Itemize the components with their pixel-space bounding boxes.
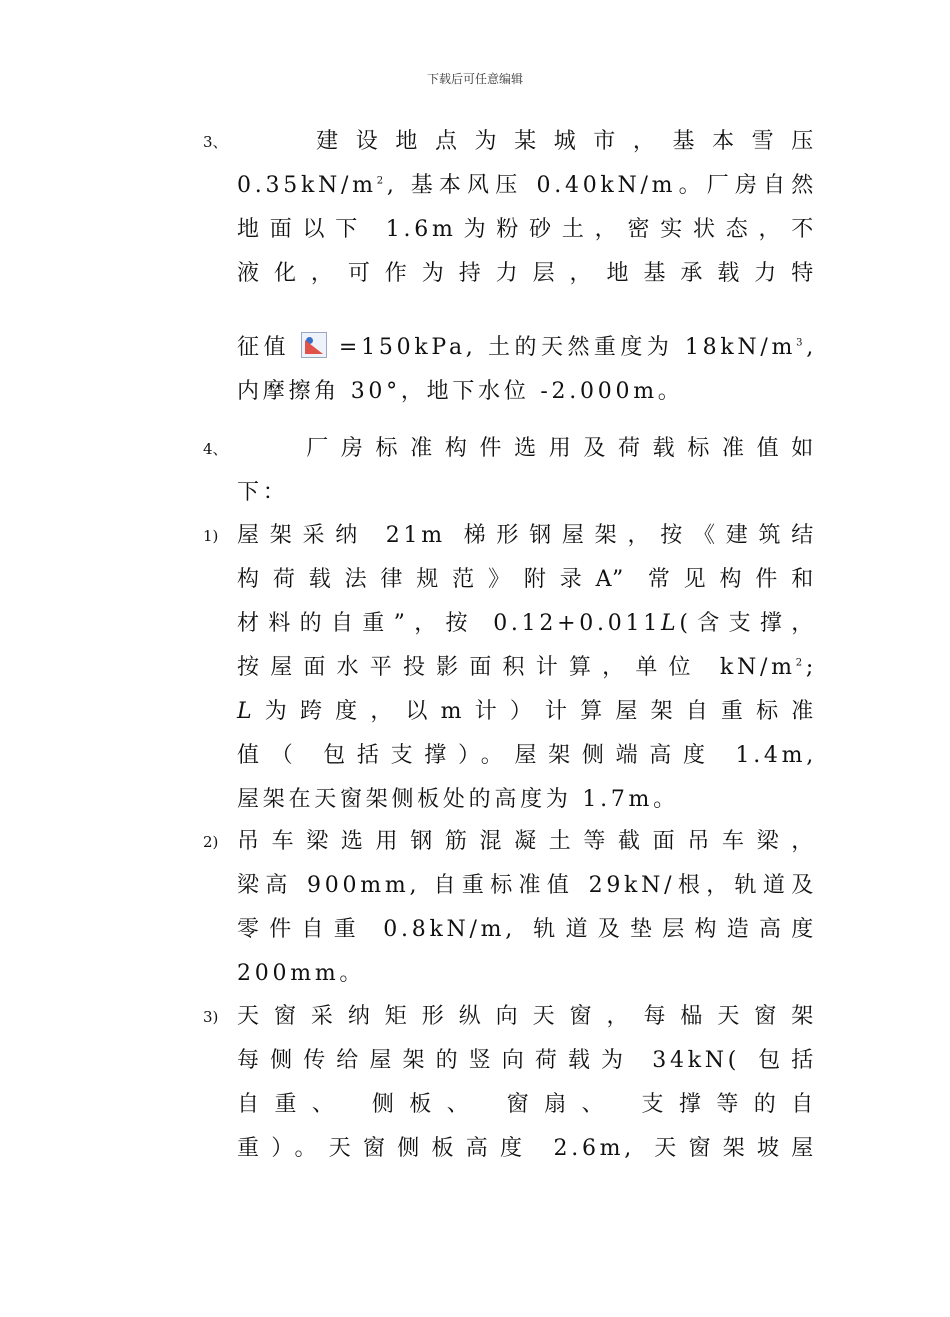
text-line: 200mm。 [237, 961, 366, 986]
page-header: 下载后可任意编辑 [426, 72, 523, 86]
text-line: 下： [237, 480, 289, 505]
text-line: 天窗采纳矩形纵向天窗，每榀天窗架 [237, 1004, 817, 1029]
text-line: L为跨度，以m计）计算屋架自重标准 [237, 699, 817, 724]
text-line: 屋架在天窗架侧板处的高度为 1.7m。 [237, 787, 679, 812]
text-line: 梁高 900mm, 自重标准值 29kN/根，轨道及 [237, 873, 817, 898]
list-marker: 1) [203, 527, 219, 545]
text-line: 每侧传给屋架的竖向荷载为 34kN( 包括 [237, 1048, 817, 1073]
formula-image-icon [301, 332, 327, 358]
text-line: 自重、 侧板、 窗扇、 支撑等的自 [237, 1092, 817, 1117]
section-body [237, 120, 817, 414]
text-line: 厂房标准构件选用及荷载标准值如 [237, 436, 817, 461]
list-marker: 3) [203, 1008, 219, 1026]
text-line: $0.35kN/m^2$, 基本风压 0.40kN/m。厂房自然 [237, 173, 817, 198]
section-body [237, 820, 817, 996]
section-body [237, 995, 817, 1171]
text-line: 重）。天窗侧板高度 2.6m, 天窗架坡屋 [237, 1136, 817, 1161]
section-body [237, 427, 817, 515]
text-line: 建设地点为某城市，基本雪压 [237, 129, 817, 154]
text-line: 按屋面水平投影面积计算，单位 $kN/m^2$; [237, 655, 817, 680]
text-line: 零件自重 0.8kN/m, 轨道及垫层构造高度 [237, 917, 817, 942]
section-marker: 4、 [203, 440, 228, 458]
section-body [237, 514, 817, 822]
list-marker: 2) [203, 833, 219, 851]
text-line: 吊车梁选用钢筋混凝土等截面吊车梁， [237, 829, 817, 854]
text-line: 构荷载法律规范》附录A” 常见构件和 [237, 567, 817, 592]
text-line: 液化，可作为持力层，地基承载力特 [237, 261, 817, 286]
text-line: 值（ 包括支撑）。屋架侧端高度 1.4m, [237, 743, 817, 768]
text-line: 材料的自重”，按 0.12+0.011L(含支撑， [237, 611, 817, 636]
text-line: 屋架采纳 21m 梯形钢屋架，按《建筑结 [237, 523, 817, 548]
text-line: 地面以下 1.6m为粉砂土，密实状态，不 [237, 217, 817, 242]
text-line: 内摩擦角 30°，地下水位 -2.000m。 [237, 379, 684, 404]
section-marker: 3、 [203, 133, 228, 151]
text-line: 征值 =150kPa, 土的天然重度为 $18kN/m^3$, [237, 326, 817, 370]
